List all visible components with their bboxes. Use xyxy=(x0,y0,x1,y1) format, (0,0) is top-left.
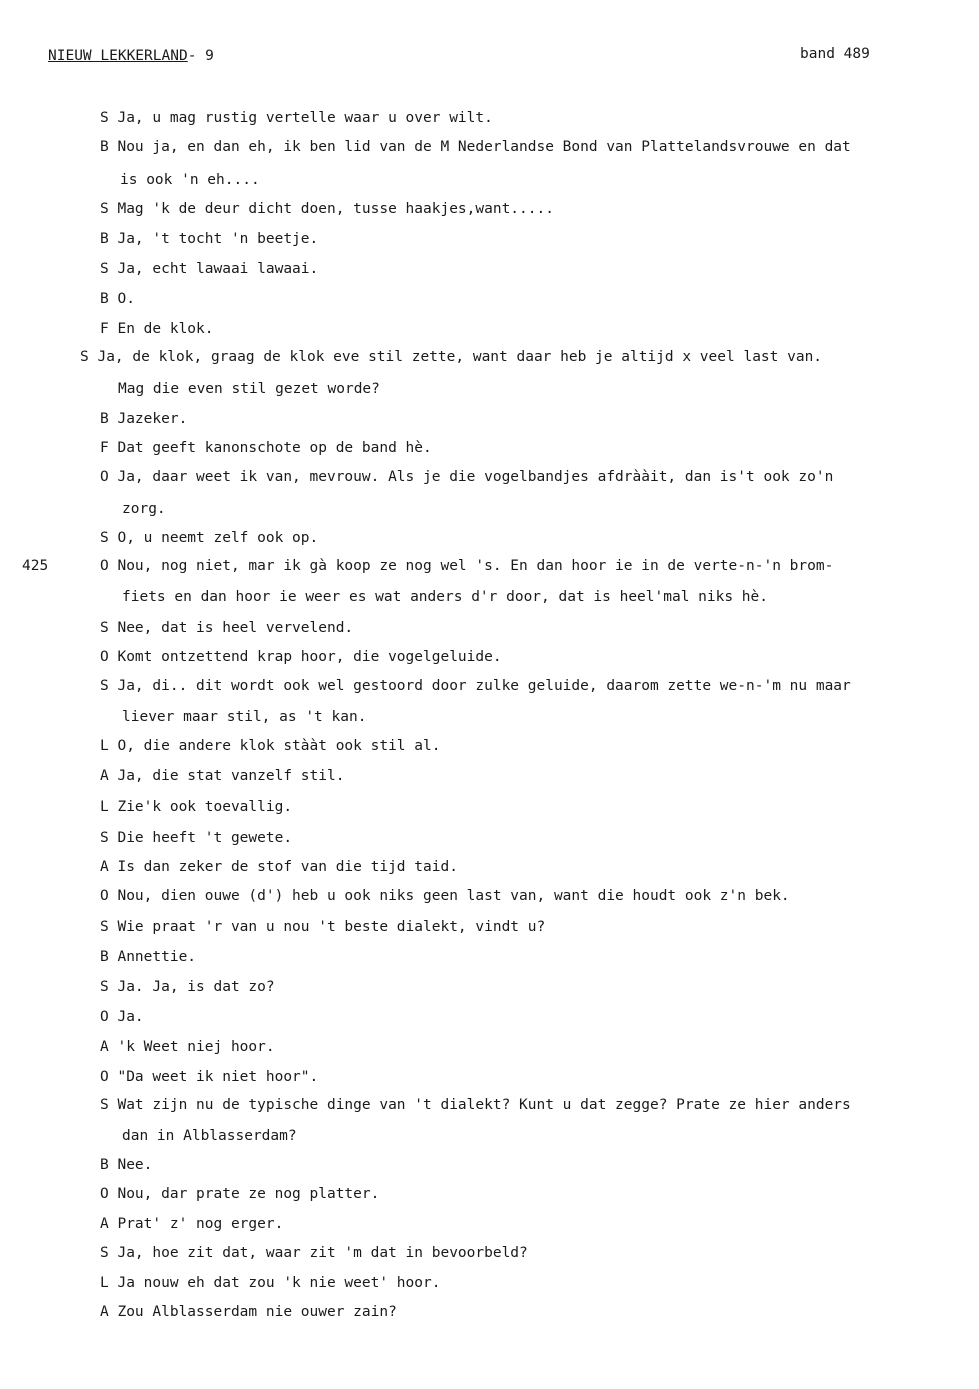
transcript-line: liever maar stil, as 't kan. xyxy=(122,709,367,725)
transcript-line: B Annettie. xyxy=(100,949,197,965)
transcript-line: fiets en dan hoor ie weer es wat anders d'r door, dat is heel'mal niks hè. xyxy=(122,589,769,605)
transcript-line: F Dat geeft kanonschote op de band hè. xyxy=(100,440,432,456)
transcript-line: dan in Alblasserdam? xyxy=(122,1128,297,1144)
transcript-line: S Ja, echt lawaai lawaai. xyxy=(100,261,319,277)
transcript-line: L Zie'k ook toevallig. xyxy=(100,799,293,815)
transcript-line: O Ja, daar weet ik van, mevrouw. Als je die vogelbandjes afdrààit, dan is't ook zo'n xyxy=(100,469,834,485)
document-title: NIEUW LEKKERLAND- 9 xyxy=(48,48,214,64)
line-number-marker: 425 xyxy=(22,558,49,574)
transcript-line: S Ja. Ja, is dat zo? xyxy=(100,979,275,995)
transcript-line: O Nou, dien ouwe (d') heb u ook niks geen last van, want die houdt ook z'n bek. xyxy=(100,888,790,904)
transcript-line: S Wat zijn nu de typische dinge van 't dialekt? Kunt u dat zegge? Prate ze hier anders xyxy=(100,1097,851,1113)
transcript-line: O Ja. xyxy=(100,1009,144,1025)
transcript-line: A Prat' z' nog erger. xyxy=(100,1216,284,1232)
transcript-line: zorg. xyxy=(122,501,166,517)
transcript-line: B Nee. xyxy=(100,1157,153,1173)
transcript-line: S Wie praat 'r van u nou 't beste dialekt, vindt u? xyxy=(100,919,546,935)
transcript-line: S Ja, de klok, graag de klok eve stil zette, want daar heb je altijd x veel last van. xyxy=(80,349,823,365)
transcript-line: A Is dan zeker de stof van die tijd taid. xyxy=(100,859,458,875)
transcript-line: S Ja, di.. dit wordt ook wel gestoord door zulke geluide, daarom zette we-n-'m nu maar xyxy=(100,678,851,694)
transcript-line: is ook 'n eh.... xyxy=(120,172,260,188)
band-number: band 489 xyxy=(800,46,870,62)
transcript-line: S Ja, hoe zit dat, waar zit 'm dat in bevoorbeld? xyxy=(100,1245,528,1261)
transcript-line: S Ja, u mag rustig vertelle waar u over wilt. xyxy=(100,110,493,126)
transcript-line: A Zou Alblasserdam nie ouwer zain? xyxy=(100,1304,397,1320)
transcript-line: O Nou, dar prate ze nog platter. xyxy=(100,1186,380,1202)
transcript-line: A 'k Weet niej hoor. xyxy=(100,1039,275,1055)
transcript-line: A Ja, die stat vanzelf stil. xyxy=(100,768,345,784)
transcript-line: O Nou, nog niet, mar ik gà koop ze nog wel 's. En dan hoor ie in de verte-n-'n brom- xyxy=(100,558,834,574)
transcript-line: L O, die andere klok stààt ook stil al. xyxy=(100,738,441,754)
transcript-line: B Ja, 't tocht 'n beetje. xyxy=(100,231,319,247)
transcript-line: B Jazeker. xyxy=(100,411,188,427)
transcript-line: B Nou ja, en dan eh, ik ben lid van de M Nederlandse Bond van Plattelandsvrouwe en dat xyxy=(100,139,851,155)
transcript-line: Mag die even stil gezet worde? xyxy=(118,381,380,397)
transcript-line: O "Da weet ik niet hoor". xyxy=(100,1069,319,1085)
transcript-line: F En de klok. xyxy=(100,321,214,337)
transcript-line: S Mag 'k de deur dicht doen, tusse haakjes,want..... xyxy=(100,201,554,217)
transcript-line: L Ja nouw eh dat zou 'k nie weet' hoor. xyxy=(100,1275,441,1291)
transcript-line: S O, u neemt zelf ook op. xyxy=(100,530,319,546)
transcript-line: S Nee, dat is heel vervelend. xyxy=(100,620,354,636)
transcript-line: S Die heeft 't gewete. xyxy=(100,830,293,846)
transcript-line: O Komt ontzettend krap hoor, die vogelgeluide. xyxy=(100,649,502,665)
transcript-line: B O. xyxy=(100,291,135,307)
